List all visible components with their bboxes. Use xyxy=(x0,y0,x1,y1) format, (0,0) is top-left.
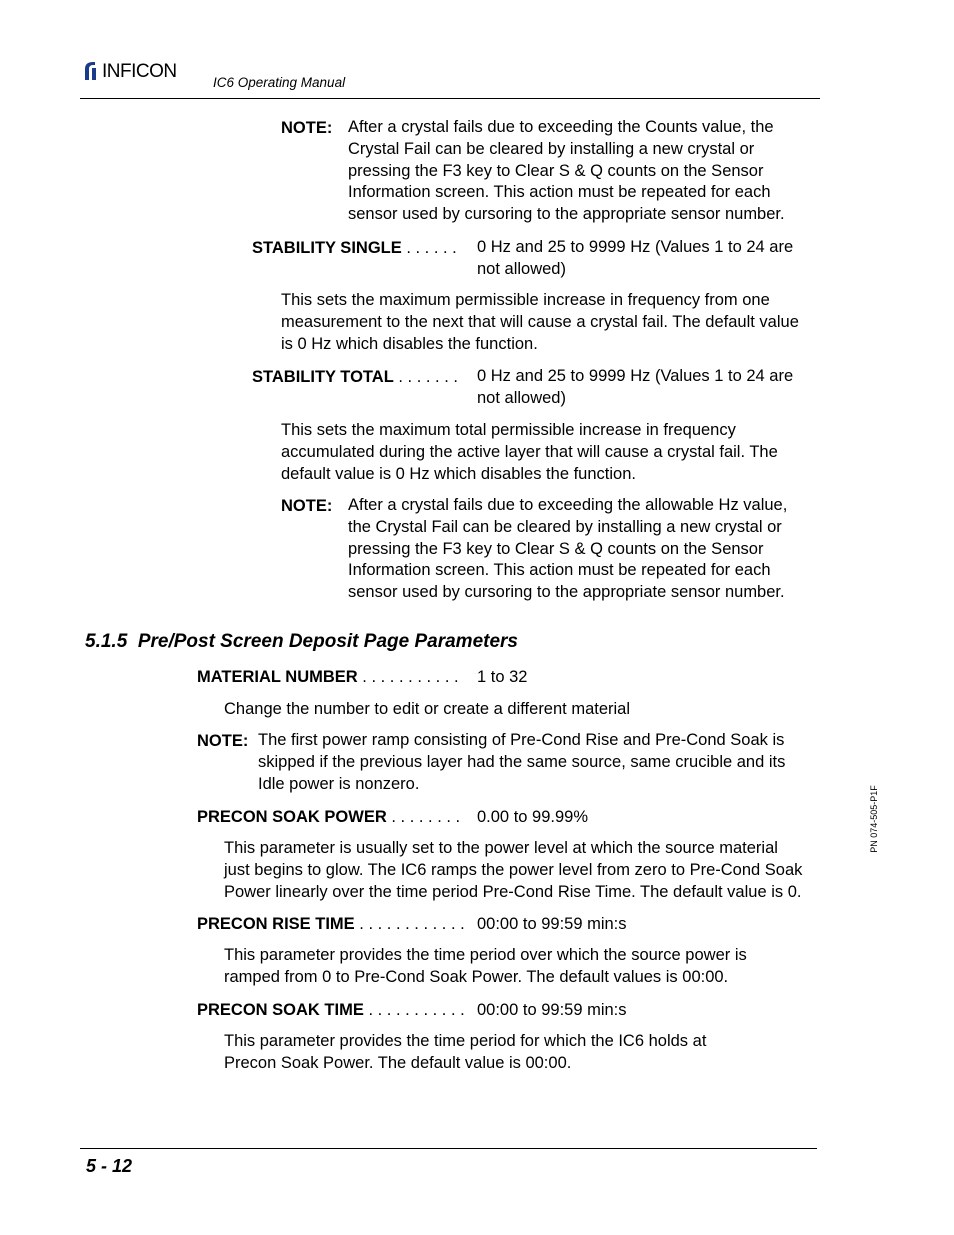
inficon-logo-mark-icon xyxy=(82,60,102,82)
param-name: STABILITY TOTAL xyxy=(252,368,394,386)
desc-line: This sets the maximum permissible increase in frequency from one xyxy=(281,291,770,309)
param-name: MATERIAL NUMBER xyxy=(197,668,358,686)
note3-line: skipped if the previous layer had the same source, same crucible and its xyxy=(258,752,786,771)
brand-name: INFICON xyxy=(102,61,177,82)
precon-rise-time-description xyxy=(224,945,747,989)
param-value-line: not allowed) xyxy=(477,388,566,407)
desc-line: Precon Soak Power. The default value is 00:00. xyxy=(224,1053,572,1072)
precon-rise-time-param xyxy=(197,913,465,935)
header-rule xyxy=(80,98,820,99)
note3-line: The first power ramp consisting of Pre-Cond Rise and Pre-Cond Soak is xyxy=(258,731,785,749)
section-heading: 5.1.5 Pre/Post Screen Deposit Page Parameters xyxy=(85,631,518,652)
param-name: PRECON RISE TIME xyxy=(197,915,355,933)
part-number-code: PN 074-505-P1F xyxy=(869,785,879,853)
note2-label: NOTE: xyxy=(281,497,333,515)
note2-line: After a crystal fails due to exceeding the allowable Hz value, xyxy=(348,496,788,514)
stability-single-value xyxy=(477,237,793,281)
note1-text xyxy=(348,117,785,226)
note1-line: Crystal Fail can be cleared by installing a new crystal or xyxy=(348,139,755,158)
note1-line: After a crystal fails due to exceeding the Counts value, the xyxy=(348,118,774,136)
param-leader: . . . . . . . xyxy=(393,368,458,386)
stability-total-value xyxy=(477,366,793,410)
precon-soak-power-value: 0.00 to 99.99% xyxy=(477,808,589,826)
note2-line: Information screen. This action must be repeated for each xyxy=(348,561,771,580)
note3-line: Idle power is nonzero. xyxy=(258,774,420,793)
material-number-value: 1 to 32 xyxy=(477,668,528,686)
material-number-description: Change the number to edit or create a different material xyxy=(224,700,631,718)
stability-single-param xyxy=(252,237,457,259)
param-value-line: 0 Hz and 25 to 9999 Hz (Values 1 to 24 are xyxy=(477,367,794,385)
note1-label: NOTE: xyxy=(281,119,333,137)
desc-line: This parameter is usually set to the power level at which the source material xyxy=(224,839,778,857)
desc-line: This sets the maximum total permissible increase in frequency xyxy=(281,421,736,439)
note2-text xyxy=(348,495,787,604)
note2-line: sensor used by cursoring to the appropriate sensor number. xyxy=(348,583,785,602)
desc-line: just begins to glow. The IC6 ramps the power level from zero to Pre-Cond Soak xyxy=(224,860,803,879)
note1-line: sensor used by cursoring to the appropriate sensor number. xyxy=(348,205,785,224)
param-name: STABILITY SINGLE xyxy=(252,239,402,257)
inficon-logo xyxy=(82,60,202,84)
desc-line: is 0 Hz which disables the function. xyxy=(281,334,538,353)
note2-line: pressing the F3 key to Clear S & Q counts on the Sensor xyxy=(348,539,764,558)
param-value-line: 0 Hz and 25 to 9999 Hz (Values 1 to 24 are xyxy=(477,238,794,256)
note3-text xyxy=(258,730,785,795)
precon-soak-power-param xyxy=(197,806,460,828)
param-name: PRECON SOAK TIME xyxy=(197,1001,364,1019)
note2-line: the Crystal Fail can be cleared by installing a new crystal or xyxy=(348,517,782,536)
page-number: 5 - 12 xyxy=(86,1156,133,1176)
note3-label: NOTE: xyxy=(197,732,249,750)
param-leader: . . . . . . . . . . . xyxy=(357,668,459,686)
desc-line: ramped from 0 to Pre-Cond Soak Power. The default values is 00:00. xyxy=(224,967,729,986)
stability-total-description xyxy=(281,420,778,485)
stability-total-param xyxy=(252,366,458,388)
note1-line: pressing the F3 key to Clear S & Q counts on the Sensor xyxy=(348,161,764,180)
desc-line: default value is 0 Hz which disables the function. xyxy=(281,464,636,483)
manual-title: IC6 Operating Manual xyxy=(213,75,346,90)
param-leader: . . . . . . . . . . . . xyxy=(354,915,465,933)
stability-single-description xyxy=(281,290,799,355)
precon-rise-time-value: 00:00 to 99:59 min:s xyxy=(477,915,627,933)
param-leader: . . . . . . . . xyxy=(386,808,461,826)
material-number-param xyxy=(197,666,459,688)
desc-line: This parameter provides the time period over which the source power is xyxy=(224,946,747,964)
param-leader: . . . . . . . . . . . xyxy=(363,1001,465,1019)
param-name: PRECON SOAK POWER xyxy=(197,808,387,826)
footer-rule xyxy=(80,1148,817,1149)
precon-soak-time-param xyxy=(197,999,465,1021)
desc-line: This parameter provides the time period for which the IC6 holds at xyxy=(224,1032,707,1050)
param-value-line: not allowed) xyxy=(477,259,566,278)
note1-line: Information screen. This action must be repeated for each xyxy=(348,183,771,202)
precon-soak-time-value: 00:00 to 99:59 min:s xyxy=(477,1001,627,1019)
desc-line: accumulated during the active layer that will cause a crystal fail. The xyxy=(281,442,778,461)
desc-line: measurement to the next that will cause a crystal fail. The default value xyxy=(281,312,799,331)
precon-soak-time-description xyxy=(224,1031,706,1075)
param-leader: . . . . . . xyxy=(401,239,457,257)
precon-soak-power-description xyxy=(224,838,802,903)
desc-line: Power linearly over the time period Pre-Cond Rise Time. The default value is 0. xyxy=(224,882,802,901)
